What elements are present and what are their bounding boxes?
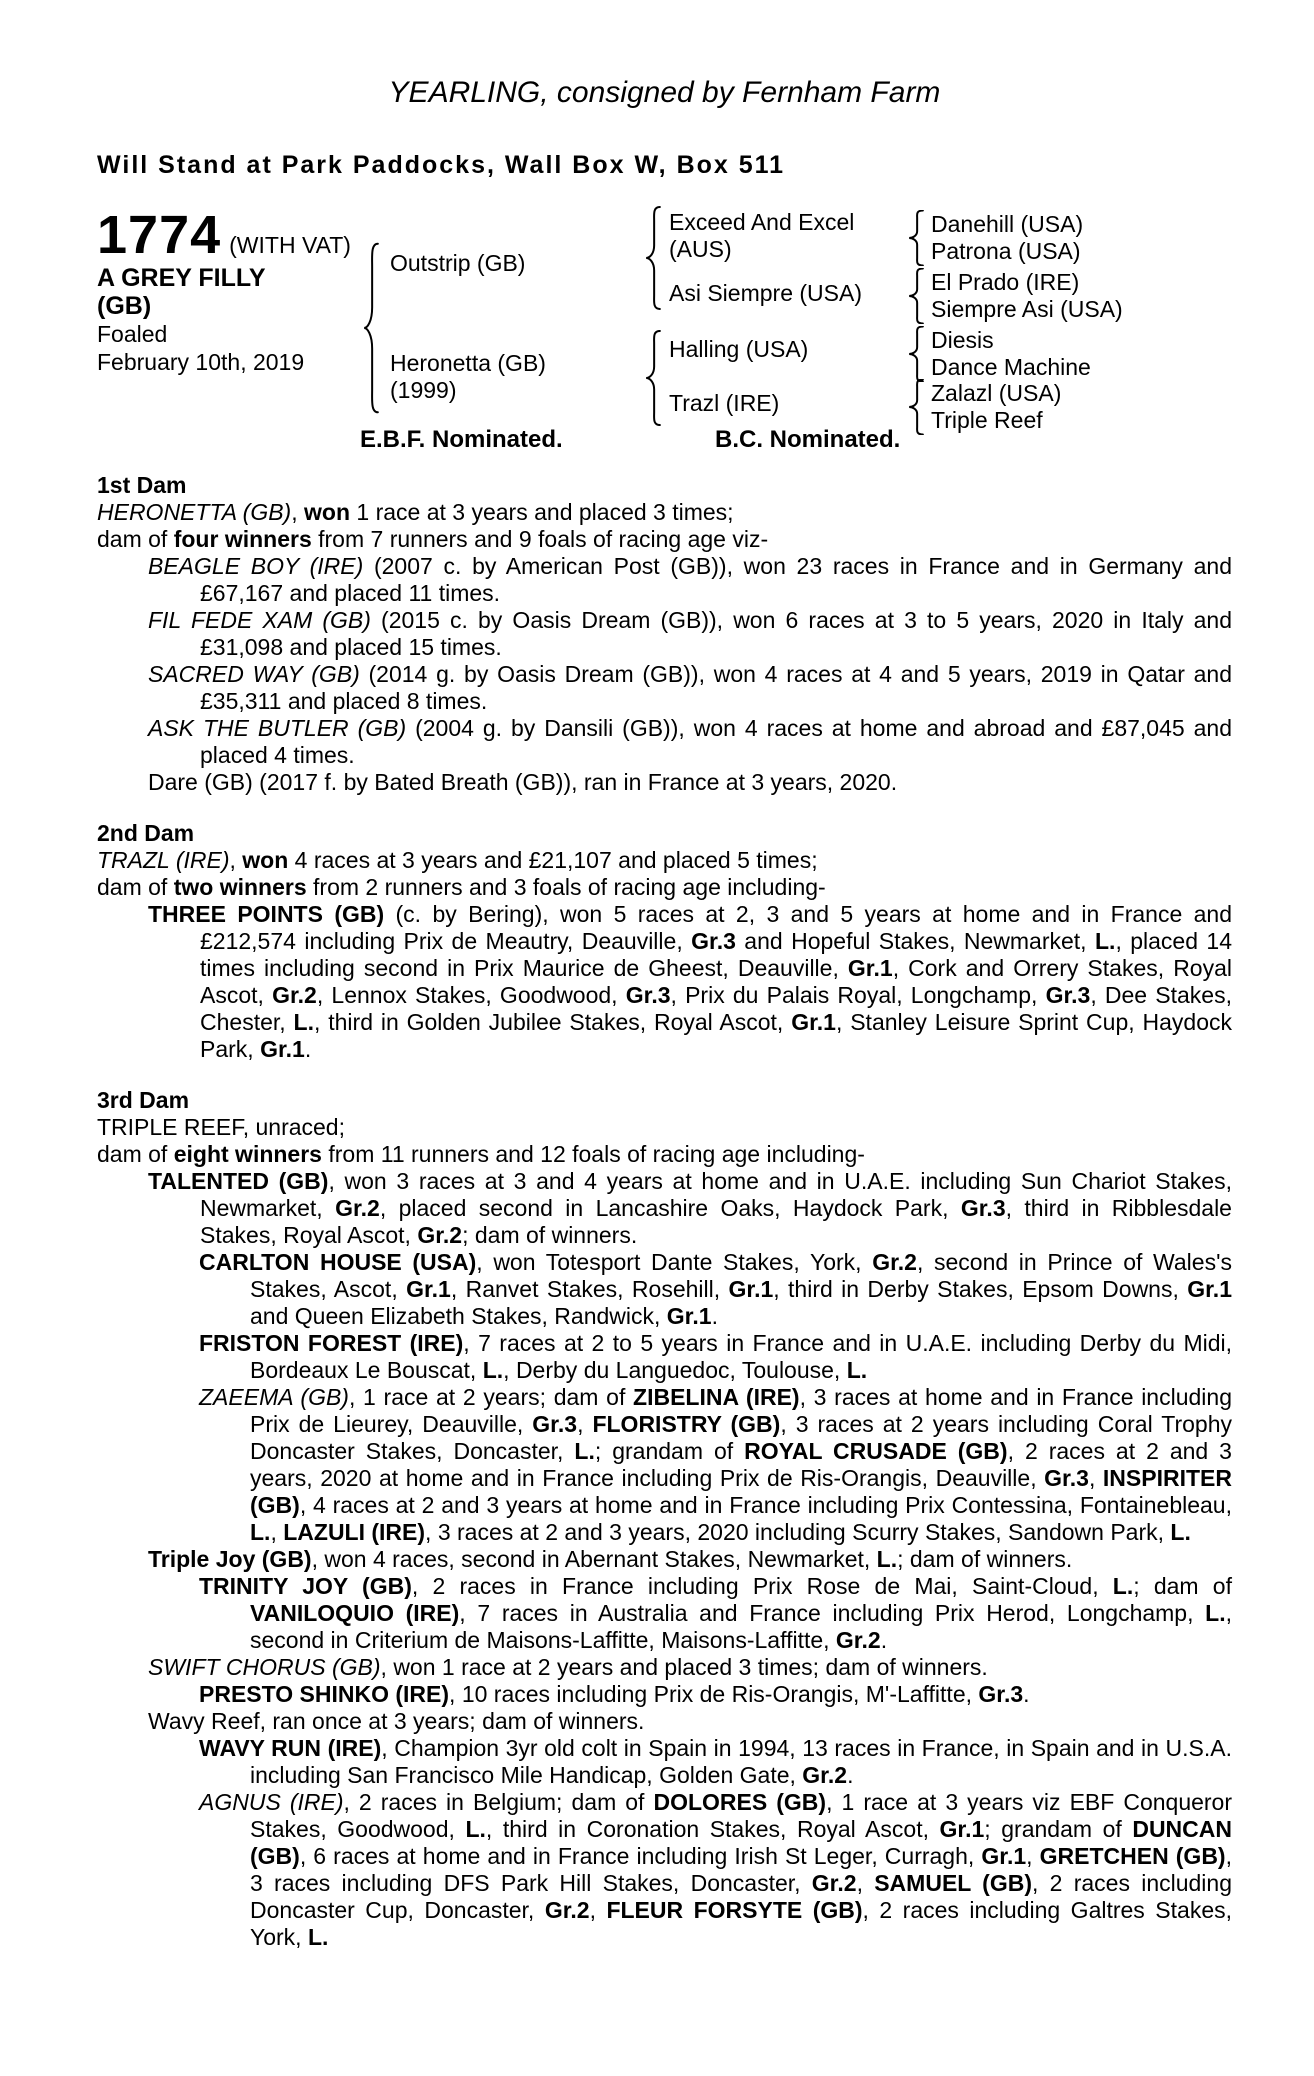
text-run: , won 4 races, second in Abernant Stakes, Newmarket,	[311, 1546, 877, 1572]
dam-name-line1: Heronetta (GB)	[390, 350, 546, 376]
text-run: SAMUEL (GB)	[874, 1870, 1032, 1896]
text-run: , Cork and Orrery Stakes, Royal Ascot,	[200, 955, 1232, 1008]
text-run: ,	[270, 1519, 284, 1545]
pedigree-entry	[97, 1168, 1232, 1249]
lot-description-line1: A GREY FILLY	[97, 264, 266, 292]
text-run: Gr.3	[691, 928, 736, 954]
text-run: Gr.1	[260, 1036, 305, 1062]
text-run: , Dee Stakes, Chester,	[200, 982, 1232, 1035]
text-run: eight winners	[173, 1141, 322, 1167]
text-run: , 7 races at 2 to 5 years in France and in U.A.E. including Derby du Midi, Bordeaux Le Bouscat,	[250, 1330, 1233, 1383]
text-run: Gr.2	[811, 1870, 857, 1896]
pedigree-entry	[97, 1735, 1232, 1789]
gen3-name: El Prado (IRE)	[931, 269, 1080, 295]
gen3-name: Zalazl (USA)	[931, 380, 1062, 406]
pedigree-block	[97, 198, 1232, 456]
pedigree-entry	[97, 1654, 1232, 1681]
text-run: two winners	[173, 874, 307, 900]
lot-description	[97, 264, 266, 320]
text-run: L.	[1170, 1519, 1191, 1545]
text-run: , 2 races in Belgium; dam of	[343, 1789, 654, 1815]
catalogue-page	[0, 76, 1314, 1951]
text-run: , Champion 3yr old colt in Spain in 1994, 13 races in France, in Spain and in U.S.A. including San Francisco Mile Handicap, Golden Gate,	[250, 1735, 1232, 1788]
text-run: dam of	[97, 1141, 174, 1167]
text-run: L.	[846, 1357, 868, 1383]
text-run: Gr.3	[1045, 982, 1091, 1008]
bc-nominated-note: B.C. Nominated.	[715, 426, 901, 453]
text-run: and Queen Elizabeth Stakes, Randwick,	[250, 1303, 667, 1329]
text-run: (2014 g. by Oasis Dream (GB)), won 4 races at 4 and 5 years, 2019 in Qatar and £35,311 and placed 8 times.	[200, 661, 1232, 714]
text-run: .	[304, 1036, 312, 1062]
text-run: four winners	[173, 526, 312, 552]
sire-name: Outstrip (GB)	[390, 250, 526, 276]
text-run: ASK THE BUTLER (GB)	[148, 715, 407, 741]
text-run: FRISTON FOREST (IRE)	[199, 1330, 464, 1356]
text-run: ; dam of winners.	[897, 1546, 1073, 1572]
dam-section-heading: 3rd Dam	[97, 1087, 190, 1113]
text-run: , third in Ribblesdale Stakes, Royal Ascot,	[200, 1195, 1232, 1248]
text-run: TRINITY JOY (GB)	[199, 1573, 412, 1599]
dam-name	[390, 350, 546, 404]
text-run: L.	[307, 1924, 329, 1950]
pedigree-entry	[97, 1114, 1232, 1141]
text-run: Gr.1	[728, 1276, 774, 1302]
text-run: FLORISTRY (GB)	[592, 1411, 781, 1437]
text-run: BEAGLE BOY (IRE)	[148, 553, 364, 579]
dam-sections	[97, 472, 1232, 1951]
text-run: Gr.1	[1187, 1276, 1232, 1302]
pedigree-entry	[97, 499, 1232, 526]
text-run: Gr.1	[666, 1303, 712, 1329]
text-run: ; grandam of	[984, 1816, 1133, 1842]
pedigree-entry	[97, 553, 1232, 607]
text-run: Gr.2	[802, 1762, 848, 1788]
text-run: TRIPLE REEF, unraced;	[97, 1114, 345, 1140]
text-run: , 10 races including Prix de Ris-Orangis, M'-Laffitte,	[449, 1681, 979, 1707]
gen3-name: Dance Machine	[931, 354, 1091, 380]
dam-dam-name: Trazl (IRE)	[669, 390, 780, 416]
lot-line	[97, 204, 351, 266]
text-run: from 11 runners and 12 foals of racing age including-	[321, 1141, 865, 1167]
dam-section-heading: 2nd Dam	[97, 820, 195, 846]
text-run: and Hopeful Stakes, Newmarket,	[735, 928, 1095, 954]
text-run: DOLORES (GB)	[653, 1789, 827, 1815]
pedigree-entry	[97, 715, 1232, 769]
pedigree-entry	[97, 1789, 1232, 1951]
pedigree-entry	[97, 901, 1232, 1063]
pedigree-entry	[97, 1681, 1232, 1708]
text-run: ,	[577, 1411, 593, 1437]
text-run: Gr.1	[939, 1816, 985, 1842]
text-run: GRETCHEN (GB)	[1039, 1843, 1226, 1869]
text-run: , Stanley Leisure Sprint Cup, Haydock Park,	[200, 1009, 1232, 1062]
pedigree-entry	[97, 1708, 1232, 1735]
lot-number: 1774	[97, 205, 222, 265]
brace-icon	[908, 379, 924, 435]
text-run: FLEUR FORSYTE (GB)	[606, 1897, 863, 1923]
lot-description-line2: (GB)	[97, 292, 152, 320]
text-run: HERONETTA (GB)	[97, 499, 292, 525]
text-run: SWIFT CHORUS (GB)	[148, 1654, 381, 1680]
text-run: , Lennox Stakes, Goodwood,	[316, 982, 626, 1008]
text-run: WAVY RUN (IRE)	[199, 1735, 382, 1761]
text-run: Gr.3	[625, 982, 671, 1008]
text-run: L.	[465, 1816, 486, 1842]
text-run: , 1 race at 2 years; dam of	[348, 1384, 634, 1410]
text-run: , won 1 race at 2 years and placed 3 times; dam of winners.	[380, 1654, 988, 1680]
text-run: SACRED WAY (GB)	[148, 661, 360, 687]
brace-icon	[645, 206, 661, 310]
brace-icon	[908, 268, 924, 324]
text-run: , placed second in Lancashire Oaks, Haydock Park,	[379, 1195, 961, 1221]
text-run: , won 3 races at 3 and 4 years at home and in U.A.E. including Sun Chariot Stakes, Newmarket,	[200, 1168, 1232, 1221]
pedigree-entry	[97, 1249, 1232, 1330]
text-run: , 3 races at 2 and 3 years, 2020 including Scurry Stakes, Sandown Park,	[425, 1519, 1171, 1545]
text-run: , won Totesport Dante Stakes, York,	[476, 1249, 873, 1275]
text-run: ,	[291, 499, 305, 525]
text-run: Gr.2	[872, 1249, 917, 1275]
text-run: .	[880, 1627, 888, 1653]
text-run: 1 race at 3 years and placed 3 times;	[350, 499, 734, 525]
text-run: (2004 g. by Dansili (GB)), won 4 races at home and abroad and £87,045 and placed 4 times.	[200, 715, 1233, 768]
text-run: dam of	[97, 874, 174, 900]
text-run: FIL FEDE XAM (GB)	[148, 607, 371, 633]
pedigree-entry	[97, 874, 1232, 901]
text-run: .	[847, 1762, 854, 1788]
pedigree-entry	[97, 607, 1232, 661]
text-run: L.	[293, 1009, 314, 1035]
text-run: L.	[482, 1357, 504, 1383]
ebf-nominated-note: E.B.F. Nominated.	[360, 426, 563, 453]
pedigree-entry	[97, 847, 1232, 874]
pedigree-entry	[97, 1141, 1232, 1168]
text-run: ROYAL CRUSADE (GB)	[744, 1438, 1008, 1464]
text-run: ; dam of	[1133, 1573, 1232, 1599]
text-run: Gr.2	[272, 982, 317, 1008]
text-run: , 2 races in France including Prix Rose de Mai, Saint-Cloud,	[411, 1573, 1113, 1599]
text-run: , Prix du Palais Royal, Longchamp,	[670, 982, 1046, 1008]
pedigree-entry	[97, 1384, 1232, 1546]
text-run: TALENTED (GB)	[148, 1168, 329, 1194]
pedigree-entry	[97, 1330, 1232, 1384]
gen3-name: Danehill (USA)	[931, 211, 1084, 237]
gen3-name: Diesis	[931, 327, 994, 353]
gen3-name: Triple Reef	[931, 407, 1043, 433]
brace-icon	[645, 330, 661, 426]
text-run: ,	[856, 1870, 875, 1896]
text-run: ,	[229, 847, 243, 873]
text-run: , 1 race at 3 years viz EBF Conqueror Stakes, Goodwood,	[250, 1789, 1233, 1842]
text-run: , placed 14 times including second in Prix Maurice de Gheest, Deauville,	[200, 928, 1233, 981]
brace-icon	[908, 326, 924, 382]
text-run: , 4 races at 2 and 3 years at home and in France including Prix Contessina, Fontainebleau,	[299, 1492, 1232, 1518]
text-run: , second in Prince of Wales's Stakes, Ascot,	[250, 1249, 1232, 1302]
text-run: (2015 c. by Oasis Dream (GB)), won 6 races at 3 to 5 years, 2020 in Italy and £31,098 and placed 15 times.	[200, 607, 1232, 660]
lot-vat-note: (WITH VAT)	[229, 232, 351, 258]
dam-sire-name: Halling (USA)	[669, 336, 809, 362]
text-run: , Ranvet Stakes, Rosehill,	[450, 1276, 729, 1302]
text-run: L.	[250, 1519, 271, 1545]
text-run: Gr.2	[835, 1627, 881, 1653]
text-run: Gr.3	[978, 1681, 1024, 1707]
text-run: , 3 races at 2 years including Coral Trophy Doncaster Stakes, Doncaster,	[250, 1411, 1232, 1464]
text-run: , 3 races including DFS Park Hill Stakes, Doncaster,	[250, 1843, 1232, 1896]
text-run: L.	[1112, 1573, 1134, 1599]
dam-name-year: (1999)	[390, 377, 457, 403]
text-run: DUNCAN (GB)	[250, 1816, 1232, 1869]
text-run: Gr.1	[847, 955, 893, 981]
text-run: , 2 races at 2 and 3 years, 2020 at home and in France including Prix de Ris-Orangis, Deauville,	[250, 1438, 1232, 1491]
text-run: Gr.2	[544, 1897, 590, 1923]
text-run: L.	[876, 1546, 898, 1572]
text-run: , 3 races at home and in France including Prix de Lieurey, Deauville,	[250, 1384, 1232, 1437]
text-run: from 7 runners and 9 foals of racing age viz-	[311, 526, 769, 552]
text-run: ,	[1026, 1843, 1040, 1869]
pedigree-entry	[97, 526, 1232, 553]
text-run: Gr.2	[417, 1222, 463, 1248]
text-run: , third in Coronation Stakes, Royal Ascot,	[485, 1816, 940, 1842]
foaled-label: Foaled	[97, 321, 168, 347]
text-run: Gr.1	[981, 1843, 1027, 1869]
text-run: L.	[574, 1438, 595, 1464]
gen3-name: Siempre Asi (USA)	[931, 296, 1123, 322]
text-run: , 6 races at home and in France including Irish St Leger, Curragh,	[299, 1843, 982, 1869]
text-run: ZAEEMA (GB)	[199, 1384, 349, 1410]
foaled-date: February 10th, 2019	[97, 349, 305, 375]
text-run: (2007 c. by American Post (GB)), won 23 races in France and in Germany and £67,167 and placed 11 times.	[200, 553, 1233, 606]
text-run: Gr.1	[406, 1276, 451, 1302]
text-run: ,	[1088, 1465, 1103, 1491]
text-run: Triple Joy (GB)	[148, 1546, 312, 1572]
text-run: Gr.3	[532, 1411, 578, 1437]
dam-section-heading: 1st Dam	[97, 472, 187, 498]
brace-icon	[908, 210, 924, 266]
text-run: , 2 races including Galtres Stakes, York,	[250, 1897, 1232, 1950]
text-run: .	[1023, 1681, 1030, 1707]
text-run: won	[304, 499, 351, 525]
foaled-block	[97, 320, 304, 376]
pedigree-entry	[97, 661, 1232, 715]
text-run: Gr.2	[335, 1195, 380, 1221]
text-run: , 2 races including Doncaster Cup, Doncaster,	[250, 1870, 1232, 1923]
sire-sire-name	[669, 209, 854, 263]
text-run: AGNUS (IRE)	[199, 1789, 344, 1815]
text-run: , second in Criterium de Maisons-Laffitte, Maisons-Laffitte,	[250, 1600, 1233, 1653]
text-run: INSPIRITER (GB)	[250, 1465, 1232, 1518]
text-run: L.	[1094, 928, 1116, 954]
text-run: ZIBELINA (IRE)	[633, 1384, 800, 1410]
text-run: .	[711, 1303, 718, 1329]
text-run: from 2 runners and 3 foals of racing age including-	[306, 874, 826, 900]
text-run: Gr.3	[960, 1195, 1006, 1221]
text-run: , 7 races in Australia and France including Prix Herod, Longchamp,	[459, 1600, 1206, 1626]
text-run: dam of	[97, 526, 174, 552]
sire-sire-line2: (AUS)	[669, 236, 732, 262]
text-run: LAZULI (IRE)	[283, 1519, 426, 1545]
text-run: TRAZL (IRE)	[97, 847, 230, 873]
text-run: PRESTO SHINKO (IRE)	[199, 1681, 450, 1707]
text-run: THREE POINTS (GB)	[148, 901, 385, 927]
sire-sire-line1: Exceed And Excel	[669, 209, 855, 235]
text-run: L.	[1205, 1600, 1226, 1626]
pedigree-entry	[97, 1573, 1232, 1654]
text-run: ; grandam of	[594, 1438, 745, 1464]
text-run: , third in Golden Jubilee Stakes, Royal Ascot,	[313, 1009, 792, 1035]
pedigree-entry	[97, 769, 1232, 796]
consignment-title: YEARLING, consigned by Fernham Farm	[388, 76, 941, 109]
text-run: , Derby du Languedoc, Toulouse,	[503, 1357, 847, 1383]
stand-location: Will Stand at Park Paddocks, Wall Box W, Box 511	[97, 151, 786, 179]
brace-icon	[363, 242, 379, 414]
text-run: ,	[589, 1897, 607, 1923]
text-run: ; dam of winners.	[462, 1222, 638, 1248]
text-run: Wavy Reef, ran once at 3 years; dam of winners.	[148, 1708, 645, 1734]
text-run: Dare (GB) (2017 f. by Bated Breath (GB)), ran in France at 3 years, 2020.	[148, 769, 898, 795]
text-run: 4 races at 3 years and £21,107 and placed 5 times;	[288, 847, 818, 873]
text-run: Gr.1	[791, 1009, 836, 1035]
text-run: CARLTON HOUSE (USA)	[199, 1249, 477, 1275]
text-run: (c. by Bering), won 5 races at 2, 3 and 5 years at home and in France and £212,574 including Prix de Meautry, Deauville,	[200, 901, 1232, 954]
sire-dam-name: Asi Siempre (USA)	[669, 280, 862, 306]
text-run: , third in Derby Stakes, Epsom Downs,	[773, 1276, 1188, 1302]
pedigree-entry	[97, 1546, 1232, 1573]
gen3-name: Patrona (USA)	[931, 238, 1081, 264]
text-run: won	[242, 847, 289, 873]
text-run: VANILOQUIO (IRE)	[250, 1600, 460, 1626]
text-run: Gr.3	[1044, 1465, 1089, 1491]
